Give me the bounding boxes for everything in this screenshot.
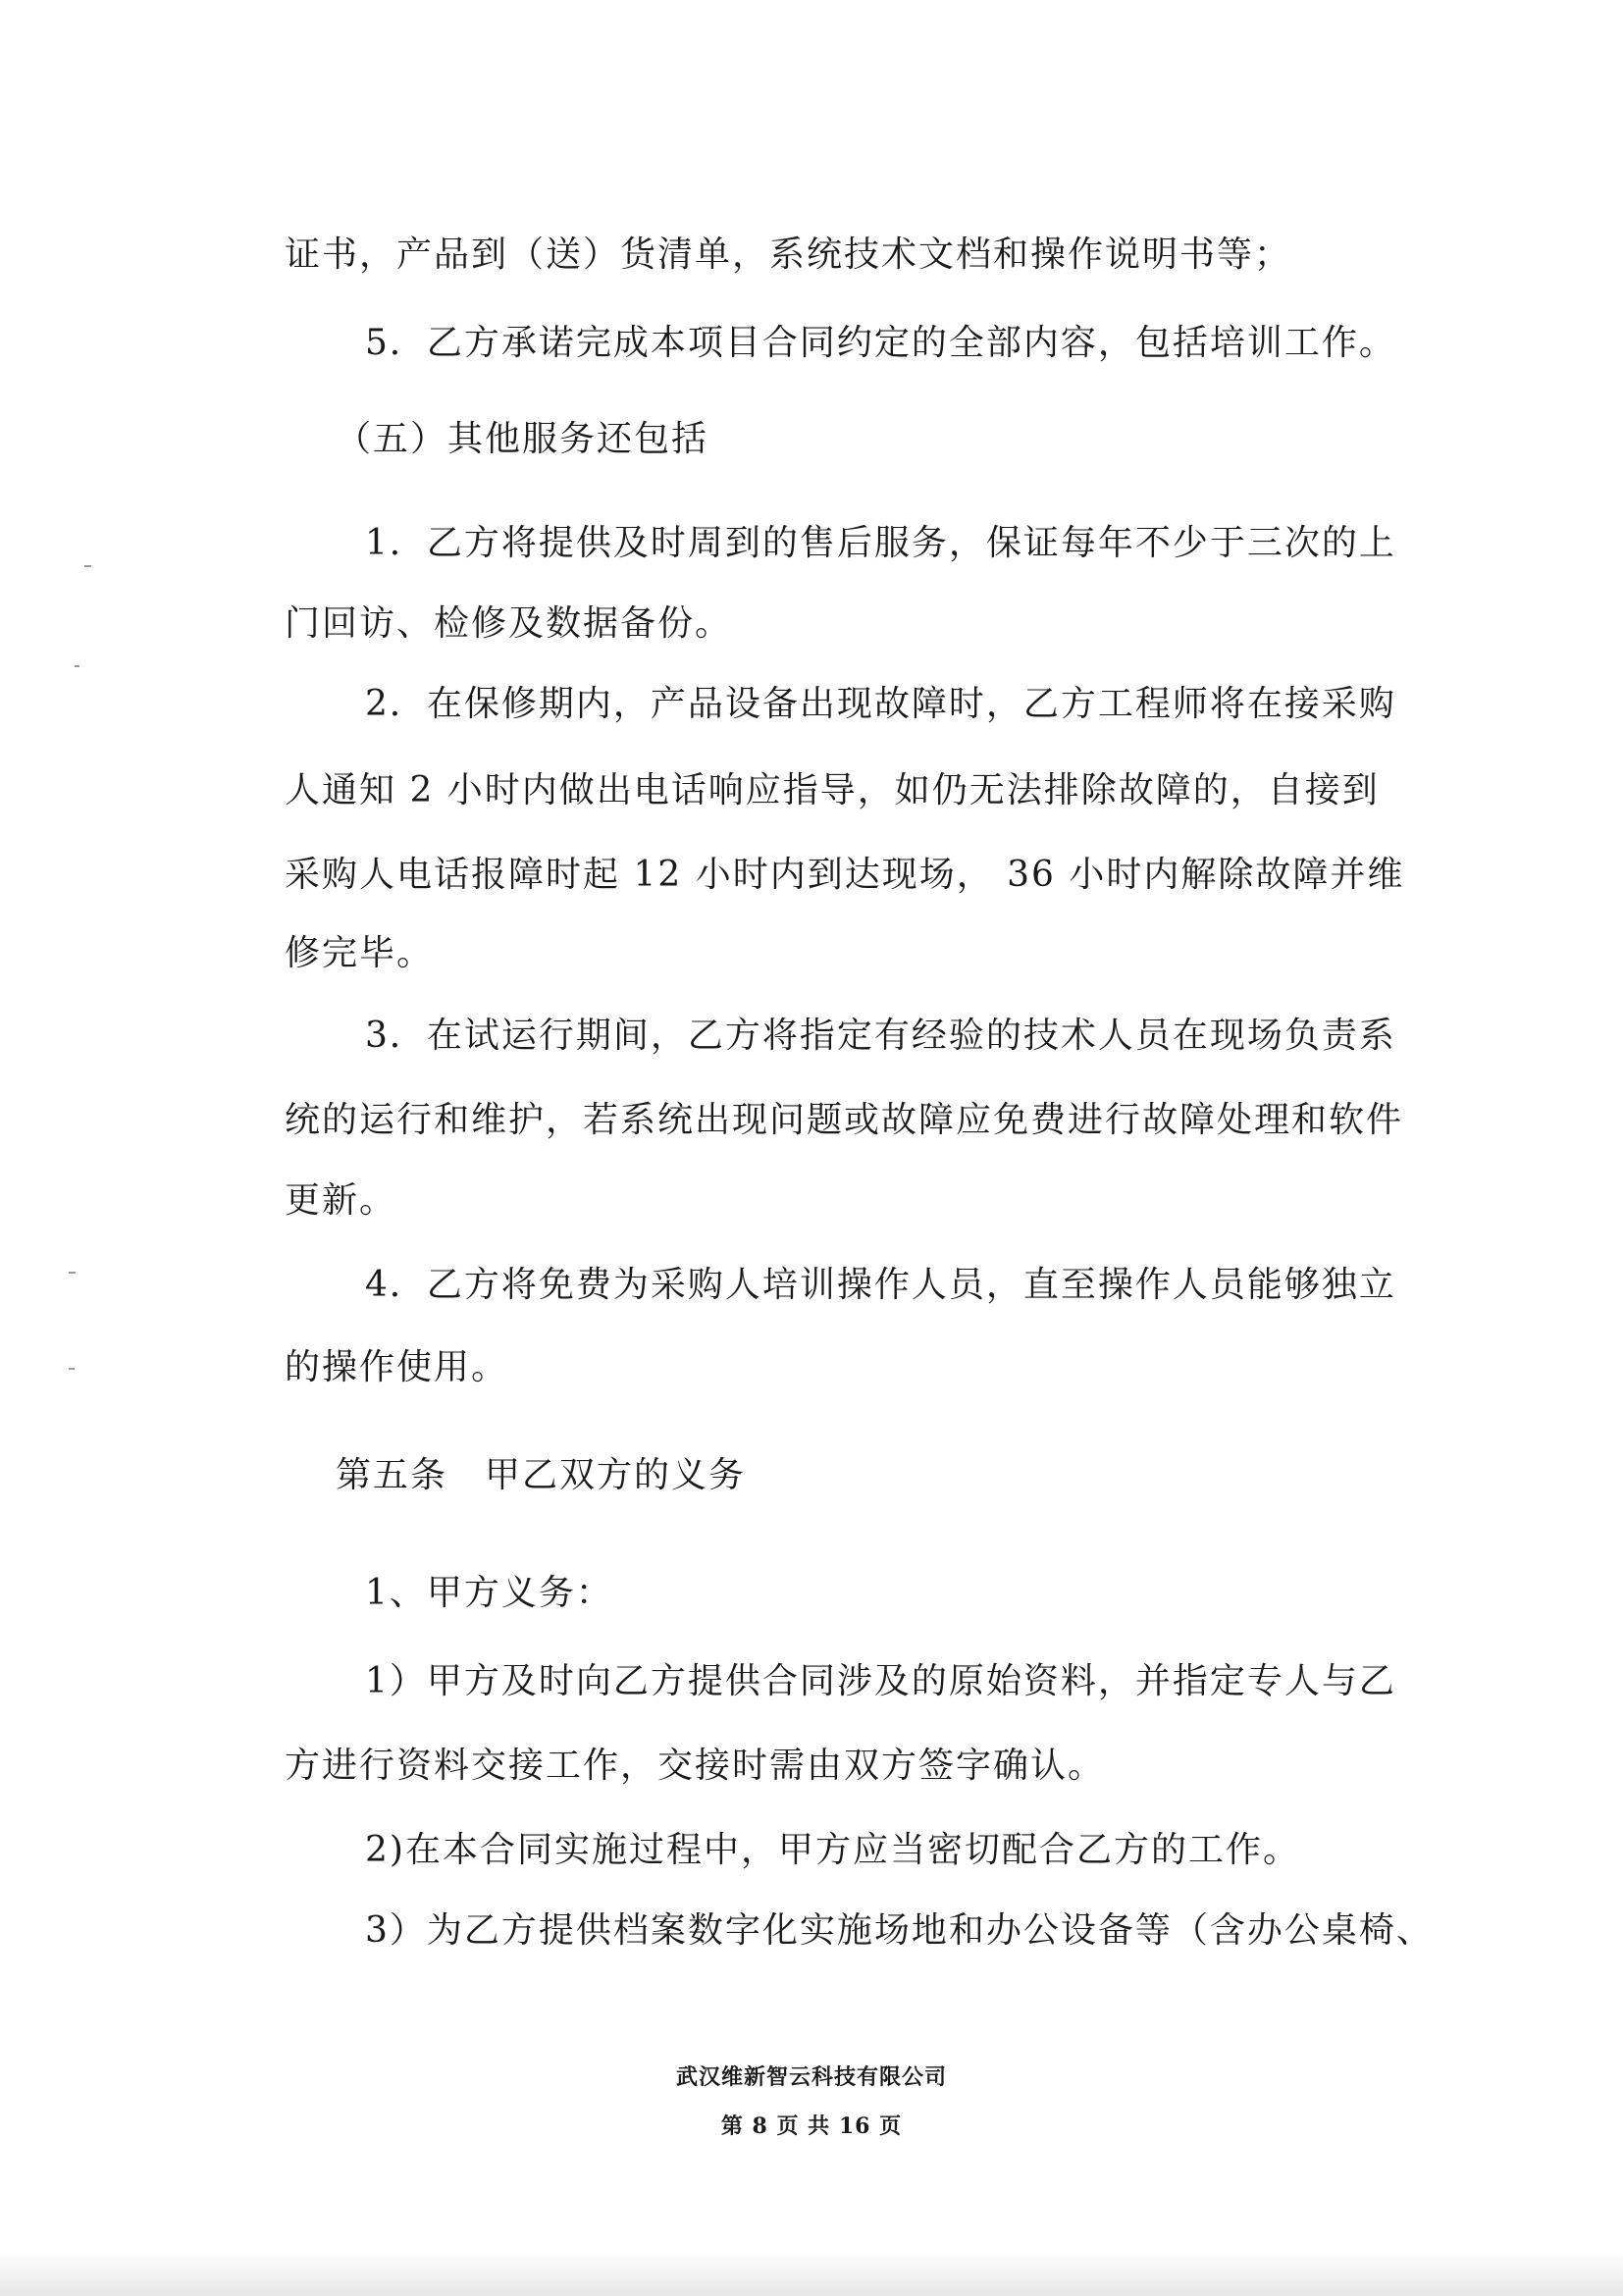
body-line: 1．乙方将提供及时周到的售后服务，保证每年不少于三次的上 <box>365 523 1396 563</box>
body-line: 3）为乙方提供档案数字化实施场地和办公设备等（含办公桌椅、 <box>365 1910 1434 1951</box>
body-line: 2．在保修期内，产品设备出现故障时，乙方工程师将在接采购 <box>365 684 1396 724</box>
body-line: 证书，产品到（送）货清单，系统技术文档和操作说明书等； <box>285 235 1292 275</box>
scan-bottom-edge <box>0 2252 1623 2296</box>
scan-speck <box>69 1272 76 1274</box>
body-line: 门回访、检修及数据备份。 <box>285 603 733 644</box>
body-line: 方进行资料交接工作，交接时需由双方签字确认。 <box>285 1746 1106 1786</box>
body-line: 人通知 2 小时内做出电话响应指导，如仍无法排除故障的，自接到 <box>285 770 1380 810</box>
section-heading: （五）其他服务还包括 <box>336 419 709 459</box>
footer-company: 武汉维新智云科技有限公司 <box>675 2064 947 2090</box>
body-line: 1）甲方及时向乙方提供合同涉及的原始资料，并指定专人与乙 <box>365 1661 1396 1701</box>
subsection-heading: 1、甲方义务： <box>365 1573 613 1613</box>
body-line: 5．乙方承诺完成本项目合同约定的全部内容，包括培训工作。 <box>365 323 1396 363</box>
body-line: 3．在试运行期间，乙方将指定有经验的技术人员在现场负责系 <box>365 1016 1396 1056</box>
body-line: 更新。 <box>285 1180 397 1221</box>
body-line: 修完毕。 <box>285 933 435 973</box>
body-line: 采购人电话报障时起 12 小时内到达现场， 36 小时内解除故障并维 <box>285 855 1405 895</box>
scan-speck <box>84 565 91 567</box>
scan-speck <box>75 665 79 667</box>
footer-page-number: 第 8 页 共 16 页 <box>720 2113 903 2139</box>
article-heading: 第五条 甲乙双方的义务 <box>336 1455 747 1495</box>
body-line: 2)在本合同实施过程中，甲方应当密切配合乙方的工作。 <box>365 1830 1300 1870</box>
scan-speck <box>69 1368 75 1370</box>
body-line: 的操作使用。 <box>285 1347 509 1387</box>
body-line: 统的运行和维护，若系统出现问题或故障应免费进行故障处理和软件 <box>285 1100 1404 1140</box>
body-line: 4．乙方将免费为采购人培训操作人员，直至操作人员能够独立 <box>365 1265 1396 1305</box>
